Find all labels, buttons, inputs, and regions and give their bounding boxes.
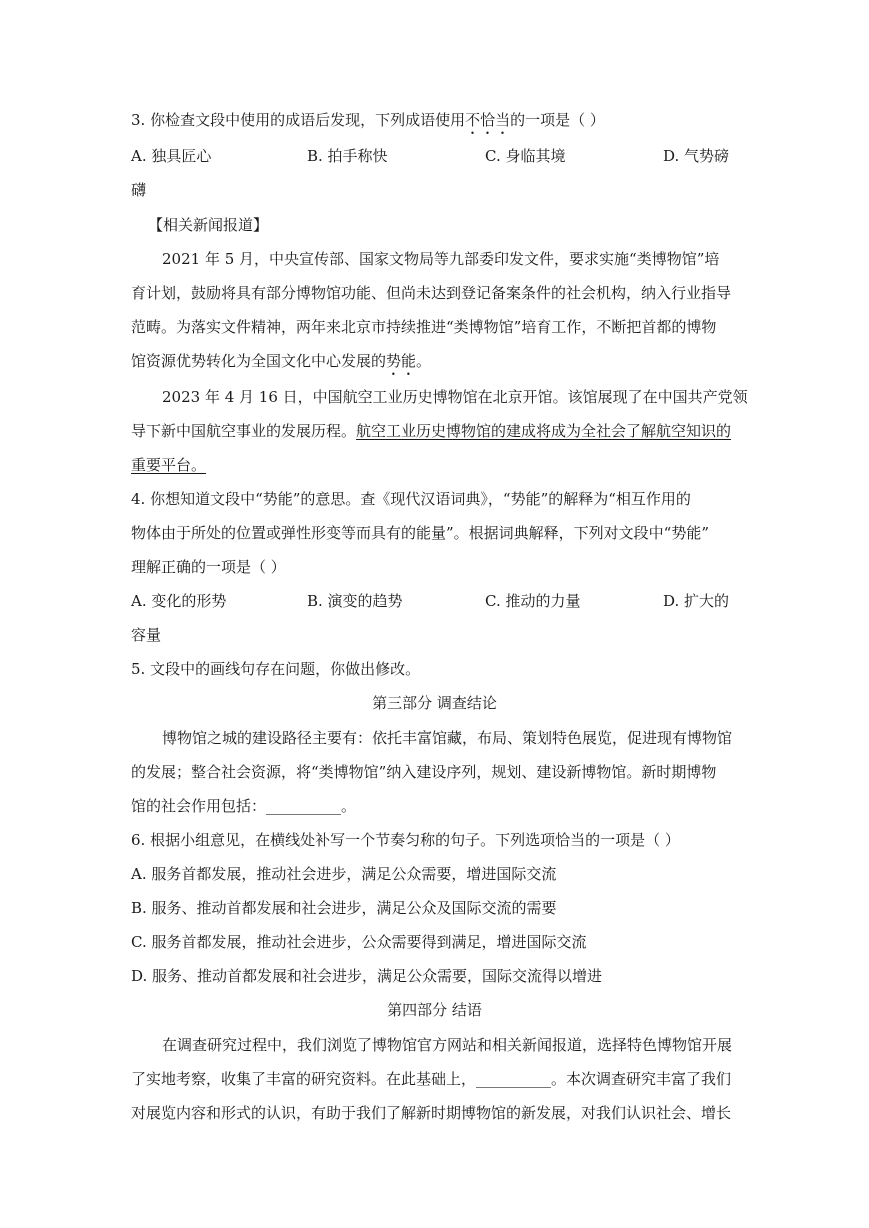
q4-stem-line2: 物体由于所处的位置或弹性形变等而具有的能量”。根据词典解释，下列对文段中“势能”	[131, 524, 710, 542]
part3-p-line1: 博物馆之城的建设路径主要有：依托丰富馆藏，布局、策划特色展览，促进现有博物馆	[162, 729, 733, 747]
part4-p-line1: 在调查研究过程中，我们浏览了博物馆官方网站和相关新闻报道，选择特色博物馆开展	[162, 1036, 733, 1054]
news-p2-line2	[131, 421, 731, 441]
q6-option-a[interactable]: A. 服务首都发展，推动社会进步，满足公众需要，增进国际交流	[131, 865, 557, 883]
news-p2-line1: 2023 年 4 月 16 日，中国航空工业历史博物馆在北京开馆。该馆展现了在中国共产党领	[162, 388, 748, 406]
q4-option-a[interactable]: A. 变化的形势	[131, 592, 227, 610]
q3-option-a[interactable]: A. 独具匠心	[131, 147, 212, 165]
q4-option-b[interactable]: B. 演变的趋势	[307, 592, 403, 610]
q3-option-c[interactable]: C. 身临其境	[485, 147, 566, 165]
q4-option-d-overflow: 容量	[131, 626, 162, 644]
news-p1-line3: 范畴。为落实文件精神，两年来北京市持续推进“类博物馆”培育工作，不断把首都的博物	[131, 318, 717, 336]
q4-stem-line3: 理解正确的一项是（ ）	[131, 558, 286, 576]
news-p1-line4	[131, 351, 431, 379]
q3-stem-suffix: 的一项是（ ）	[510, 111, 605, 129]
q4-option-d[interactable]: D. 扩大的	[663, 592, 730, 610]
news-underlined-sentence-part1: 航空工业历史博物馆的建成将成为全社会了解航空知识的	[356, 422, 732, 440]
q6-option-c[interactable]: C. 服务首都发展，推动社会进步，公众需要得到满足，增进国际交流	[131, 933, 587, 951]
q3-option-d-overflow: 礴	[131, 181, 147, 199]
news-p1-line2: 育计划，鼓励将具有部分博物馆功能、但尚未达到登记备案条件的社会机构，纳入行业指导	[131, 284, 732, 302]
news-p1-emphasis-shineng: 势能	[386, 352, 417, 370]
part3-p-line2: 的发展；整合社会资源，将“类博物馆”纳入建设序列，规划、建设新博物馆。新时期博物	[131, 763, 717, 781]
part4-p-line2: 了实地考察，收集了丰富的研究资料。在此基础上，__________。本次调查研究丰富了我们	[131, 1070, 732, 1088]
news-p1-line1: 2021 年 5 月，中央宣传部、国家文物局等九部委印发文件，要求实施“类博物馆”培	[162, 250, 720, 268]
part4-heading: 第四部分 结语	[387, 1001, 482, 1019]
news-p1-line4-prefix: 馆资源优势转化为全国文化中心发展的	[131, 352, 387, 370]
news-heading: 【相关新闻报道】	[148, 216, 269, 234]
q3-option-b[interactable]: B. 拍手称快	[307, 147, 388, 165]
q4-option-c[interactable]: C. 推动的力量	[485, 592, 581, 610]
part3-heading: 第三部分 调查结论	[372, 694, 497, 712]
q6-option-b[interactable]: B. 服务、推动首都发展和社会进步，满足公众及国际交流的需要	[131, 899, 557, 917]
q6-option-d[interactable]: D. 服务、推动首都发展和社会进步，满足公众需要，国际交流得以增进	[131, 967, 603, 985]
q3-stem	[131, 110, 605, 138]
q6-stem: 6. 根据小组意见，在横线处补写一个节奏匀称的句子。下列选项恰当的一项是（ ）	[131, 831, 680, 849]
q4-stem-line1: 4. 你想知道文段中“势能”的意思。查《现代汉语词典》，“势能”的解释为“相互作用的	[131, 490, 691, 508]
q5-stem: 5. 文段中的画线句存在问题，你做出修改。	[131, 660, 421, 678]
news-p1-line4-suffix: 。	[416, 352, 432, 370]
q3-option-d[interactable]: D. 气势磅	[663, 147, 730, 165]
q3-stem-emphasis: 不恰当	[465, 111, 511, 129]
news-p2-line3	[131, 455, 206, 475]
part3-p-line3: 馆的社会作用包括：__________。	[131, 797, 357, 815]
news-p2-line2-plain: 导下新中国航空事业的发展历程。	[131, 422, 357, 440]
news-underlined-sentence-part2: 重要平台。	[131, 456, 207, 474]
part4-p-line3: 对展览内容和形式的认识，有助于我们了解新时期博物馆的新发展，对我们认识社会、增长	[131, 1104, 732, 1122]
q3-stem-prefix: 3. 你检查文段中使用的成语后发现，下列成语使用	[131, 111, 466, 129]
